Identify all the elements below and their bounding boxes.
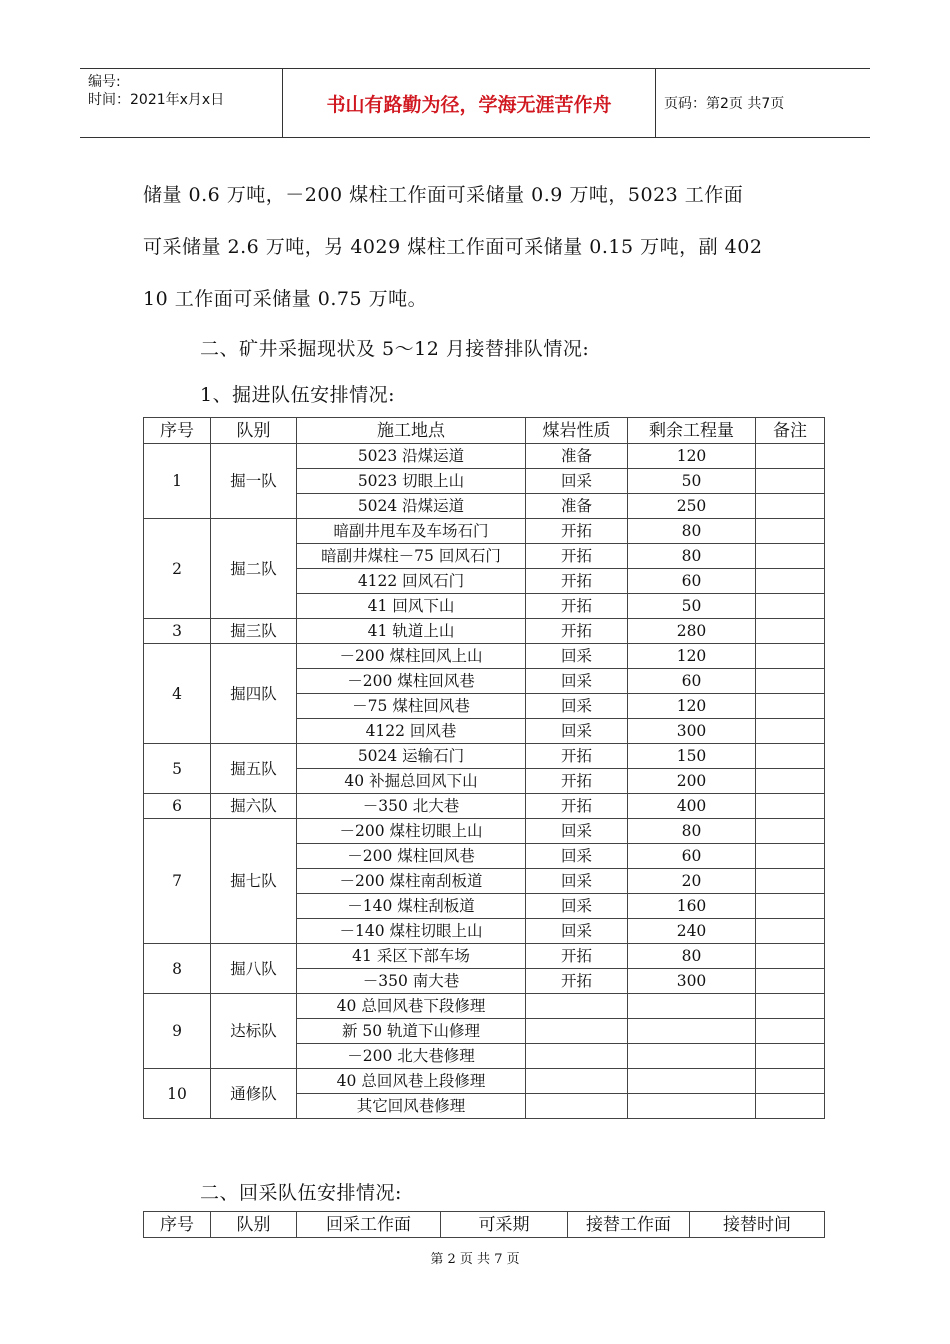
row-number-cell: 3 [144, 619, 211, 644]
remark-cell [756, 919, 825, 944]
location-cell: 5024 运输石门 [297, 744, 526, 769]
remark-cell [756, 644, 825, 669]
table-row [144, 519, 825, 544]
rock-type-cell [526, 1019, 628, 1044]
remaining-work-cell: 280 [628, 619, 756, 644]
header-cell: 可采期 [441, 1212, 568, 1238]
remaining-work-cell: 240 [628, 919, 756, 944]
rock-type-cell: 回采 [526, 919, 628, 944]
team-cell: 掘三队 [211, 619, 297, 644]
header-left [80, 69, 282, 137]
header-motto: 书山有路勤为径，学海无涯苦作舟 [282, 69, 656, 137]
location-cell: －75 煤柱回风巷 [297, 694, 526, 719]
table-header-row [144, 1212, 825, 1238]
table-row [144, 994, 825, 1019]
team-cell: 掘二队 [211, 519, 297, 619]
table-row [144, 944, 825, 969]
rock-type-cell: 开拓 [526, 619, 628, 644]
location-cell: －140 煤柱切眼上山 [297, 919, 526, 944]
remark-cell [756, 494, 825, 519]
location-cell: 5023 沿煤运道 [297, 444, 526, 469]
table-row [144, 444, 825, 469]
location-cell: －200 煤柱南刮板道 [297, 869, 526, 894]
header-cell: 煤岩性质 [526, 418, 628, 444]
doc-date-label: 时间：2021年x月x日 [88, 92, 225, 108]
remaining-work-cell: 80 [628, 519, 756, 544]
remaining-work-cell: 120 [628, 644, 756, 669]
paragraph-line-1: 储量 0.6 万吨，－200 煤柱工作面可采储量 0.9 万吨，5023 工作面 [143, 184, 744, 206]
rock-type-cell: 开拓 [526, 744, 628, 769]
remark-cell [756, 894, 825, 919]
table-row [144, 819, 825, 844]
header-cell: 接替时间 [690, 1212, 825, 1238]
header-cell: 序号 [144, 418, 211, 444]
row-number-cell: 4 [144, 644, 211, 744]
row-number-cell: 6 [144, 794, 211, 819]
rock-type-cell: 回采 [526, 819, 628, 844]
location-cell: 40 总回风巷下段修理 [297, 994, 526, 1019]
row-number-cell: 10 [144, 1069, 211, 1119]
team-cell: 掘六队 [211, 794, 297, 819]
table-row [144, 794, 825, 819]
table-body [144, 444, 825, 1119]
header-cell: 队别 [211, 1212, 297, 1238]
location-cell: －140 煤柱刮板道 [297, 894, 526, 919]
remark-cell [756, 844, 825, 869]
rock-type-cell: 开拓 [526, 569, 628, 594]
remaining-work-cell [628, 1094, 756, 1119]
remaining-work-cell [628, 1044, 756, 1069]
rock-type-cell: 开拓 [526, 794, 628, 819]
location-cell: 暗副井甩车及车场石门 [297, 519, 526, 544]
location-cell: －200 煤柱回风巷 [297, 669, 526, 694]
remaining-work-cell [628, 994, 756, 1019]
section-heading-2: 二、矿井采掘现状及 5～12 月接替排队情况: [200, 338, 590, 360]
row-number-cell: 1 [144, 444, 211, 519]
rock-type-cell: 开拓 [526, 969, 628, 994]
header-cell: 队别 [211, 418, 297, 444]
location-cell: 其它回风巷修理 [297, 1094, 526, 1119]
team-cell: 通修队 [211, 1069, 297, 1119]
location-cell: 新 50 轨道下山修理 [297, 1019, 526, 1044]
team-cell: 掘一队 [211, 444, 297, 519]
rock-type-cell [526, 994, 628, 1019]
row-number-cell: 8 [144, 944, 211, 994]
location-cell: －200 北大巷修理 [297, 1044, 526, 1069]
remaining-work-cell: 50 [628, 594, 756, 619]
remaining-work-cell [628, 1069, 756, 1094]
table-row [144, 744, 825, 769]
remaining-work-cell: 300 [628, 969, 756, 994]
location-cell: 4122 回风石门 [297, 569, 526, 594]
rock-type-cell [526, 1044, 628, 1069]
remark-cell [756, 994, 825, 1019]
remaining-work-cell: 20 [628, 869, 756, 894]
header-cell: 序号 [144, 1212, 211, 1238]
remark-cell [756, 544, 825, 569]
remaining-work-cell: 400 [628, 794, 756, 819]
page-header [80, 68, 870, 138]
remark-cell [756, 1019, 825, 1044]
rock-type-cell: 回采 [526, 719, 628, 744]
remaining-work-cell: 120 [628, 694, 756, 719]
header-cell: 备注 [756, 418, 825, 444]
row-number-cell: 5 [144, 744, 211, 794]
rock-type-cell: 回采 [526, 844, 628, 869]
remark-cell [756, 969, 825, 994]
subsection-heading-1: 1、掘进队伍安排情况: [200, 384, 395, 406]
doc-number-label: 编号: [88, 74, 121, 90]
remark-cell [756, 519, 825, 544]
remark-cell [756, 569, 825, 594]
team-cell: 掘五队 [211, 744, 297, 794]
row-number-cell: 9 [144, 994, 211, 1069]
team-cell: 达标队 [211, 994, 297, 1069]
remaining-work-cell: 200 [628, 769, 756, 794]
location-cell: 暗副井煤柱－75 回风石门 [297, 544, 526, 569]
location-cell: 40 补掘总回风下山 [297, 769, 526, 794]
rock-type-cell: 回采 [526, 469, 628, 494]
paragraph-line-3: 10 工作面可采储量 0.75 万吨。 [143, 288, 428, 310]
rock-type-cell: 回采 [526, 869, 628, 894]
remark-cell [756, 819, 825, 844]
remaining-work-cell: 50 [628, 469, 756, 494]
paragraph-line-2: 可采储量 2.6 万吨，另 4029 煤柱工作面可采储量 0.15 万吨，副 402 [143, 236, 763, 258]
header-page-label: 页码：第2页 共7页 [664, 96, 785, 112]
page-footer: 第 2 页 共 7 页 [430, 1252, 520, 1267]
rock-type-cell: 回采 [526, 644, 628, 669]
remaining-work-cell: 300 [628, 719, 756, 744]
location-cell: 41 回风下山 [297, 594, 526, 619]
table-row [144, 644, 825, 669]
rock-type-cell: 回采 [526, 669, 628, 694]
remaining-work-cell [628, 1019, 756, 1044]
remark-cell [756, 594, 825, 619]
rock-type-cell: 开拓 [526, 544, 628, 569]
location-cell: －350 南大巷 [297, 969, 526, 994]
table-row [144, 1069, 825, 1094]
remark-cell [756, 1094, 825, 1119]
location-cell: 5024 沿煤运道 [297, 494, 526, 519]
remark-cell [756, 794, 825, 819]
remark-cell [756, 769, 825, 794]
location-cell: 40 总回风巷上段修理 [297, 1069, 526, 1094]
rock-type-cell: 回采 [526, 894, 628, 919]
rock-type-cell: 准备 [526, 444, 628, 469]
remark-cell [756, 719, 825, 744]
rock-type-cell: 开拓 [526, 944, 628, 969]
remark-cell [756, 669, 825, 694]
row-number-cell: 2 [144, 519, 211, 619]
remaining-work-cell: 80 [628, 819, 756, 844]
remaining-work-cell: 60 [628, 669, 756, 694]
excavation-team-table [143, 417, 825, 1119]
header-cell: 施工地点 [297, 418, 526, 444]
table-header-row [144, 418, 825, 444]
remark-cell [756, 1044, 825, 1069]
remark-cell [756, 444, 825, 469]
location-cell: 5023 切眼上山 [297, 469, 526, 494]
remark-cell [756, 619, 825, 644]
remaining-work-cell: 250 [628, 494, 756, 519]
remaining-work-cell: 80 [628, 544, 756, 569]
remaining-work-cell: 120 [628, 444, 756, 469]
remaining-work-cell: 60 [628, 844, 756, 869]
remaining-work-cell: 60 [628, 569, 756, 594]
location-cell: －200 煤柱切眼上山 [297, 819, 526, 844]
location-cell: －200 煤柱回风巷 [297, 844, 526, 869]
location-cell: －200 煤柱回风上山 [297, 644, 526, 669]
recovery-team-table [143, 1211, 825, 1238]
remaining-work-cell: 150 [628, 744, 756, 769]
location-cell: 41 采区下部车场 [297, 944, 526, 969]
rock-type-cell [526, 1069, 628, 1094]
remark-cell [756, 694, 825, 719]
header-cell: 回采工作面 [297, 1212, 441, 1238]
remark-cell [756, 869, 825, 894]
remark-cell [756, 944, 825, 969]
location-cell: 4122 回风巷 [297, 719, 526, 744]
team-cell: 掘四队 [211, 644, 297, 744]
header-cell: 接替工作面 [568, 1212, 690, 1238]
section-heading-recovery: 二、回采队伍安排情况: [200, 1182, 402, 1204]
remark-cell [756, 1069, 825, 1094]
team-cell: 掘七队 [211, 819, 297, 944]
location-cell: －350 北大巷 [297, 794, 526, 819]
remark-cell [756, 469, 825, 494]
rock-type-cell: 准备 [526, 494, 628, 519]
rock-type-cell: 开拓 [526, 519, 628, 544]
rock-type-cell [526, 1094, 628, 1119]
remark-cell [756, 744, 825, 769]
header-cell: 剩余工程量 [628, 418, 756, 444]
team-cell: 掘八队 [211, 944, 297, 994]
location-cell: 41 轨道上山 [297, 619, 526, 644]
row-number-cell: 7 [144, 819, 211, 944]
remaining-work-cell: 80 [628, 944, 756, 969]
rock-type-cell: 回采 [526, 694, 628, 719]
rock-type-cell: 开拓 [526, 769, 628, 794]
rock-type-cell: 开拓 [526, 594, 628, 619]
table-row [144, 619, 825, 644]
remaining-work-cell: 160 [628, 894, 756, 919]
